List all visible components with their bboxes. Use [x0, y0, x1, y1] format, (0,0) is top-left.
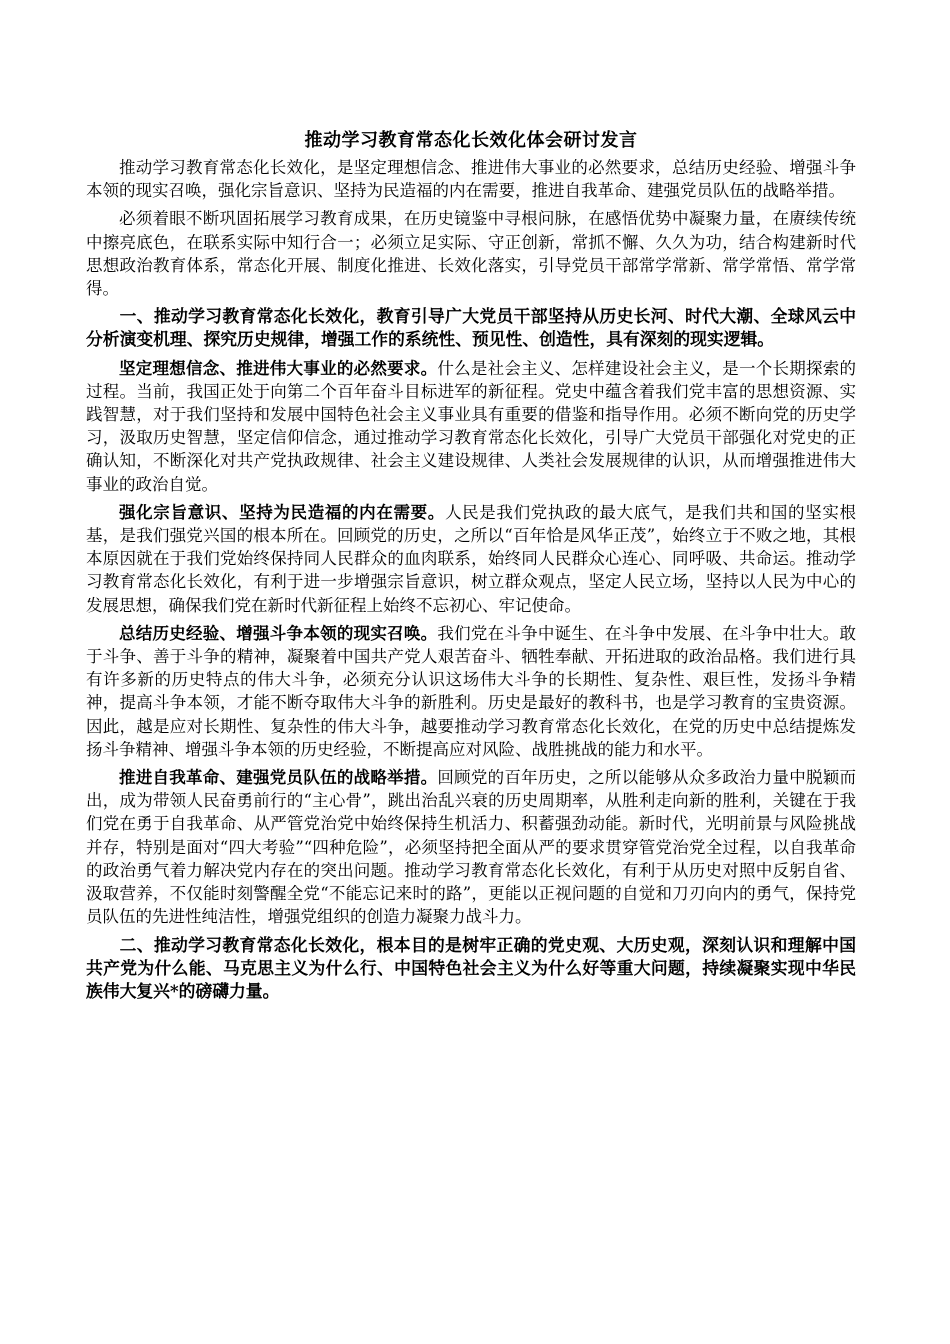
paragraph-self-revolution [86, 766, 856, 928]
paragraph-text: 我们党在斗争中诞生、在斗争中发展、在斗争中壮大。敢于斗争、善于斗争的精神，凝聚着中国共产党人艰苦奋斗、牺牲奉献、开拓进取的政治品格。我们进行具有许多新的历史特点的伟大斗争，必须充分认识这场伟大斗争的长期性、复杂性、艰巨性，发扬斗争精神，提高斗争本领，才能不断夺取伟大斗争的新胜利。历史是最好的教科书，也是学习教育的宝贵资源。因此，越是应对长期性、复杂性的伟大斗争，越要推动学习教育常态化长效化，在党的历史中总结提炼发扬斗争精神、增强斗争本领的历史经验，不断提高应对风险、战胜挑战的能力和水平。 [86, 623, 857, 759]
paragraph-lead: 推进自我革命、建强党员队伍的战略举措。 [119, 768, 438, 788]
document-title: 推动学习教育常态化长效化体会研讨发言 [304, 130, 638, 151]
paragraph-lead: 强化宗旨意识、坚持为民造福的内在需要。 [119, 502, 445, 522]
paragraph-lead: 坚定理想信念、推进伟大事业的必然要求。 [119, 358, 438, 378]
paragraph-text: 什么是社会主义、怎样建设社会主义，是一个长期探索的过程。当前，我国正处于向第二个百年奋斗目标进军的新征程。党史中蕴含着我们党丰富的思想资源、实践智慧，对于我们坚持和发展中国特色社会主义事业具有重要的借鉴和指导作用。必须不断向党的历史学习，汲取历史智慧，坚定信仰信念，通过推动学习教育常态化长效化，引导广大党员干部强化对党史的正确认知，不断深化对共产党执政规律、社会主义建设规律、人类社会发展规律的认识，从而增强推进伟大事业的政治自觉。 [86, 358, 857, 494]
paragraph-people [86, 501, 856, 617]
section-heading-2 [86, 934, 856, 1004]
paragraph-text: 回顾党的百年历史，之所以能够从众多政治力量中脱颖而出，成为带领人民奋勇前行的“主心骨”，跳出治乱兴衰的历史周期率，从胜利走向新的胜利，关键在于我们党在勇于自我革命、从严管党治党中始终保持生机活力、积蓄强劲动能。新时代，光明前景与风险挑战并存，特别是面对“四大考验”“四种危险”，必须坚持把全面从严的要求贯穿管党治党全过程，以自我革命的政治勇气着力解决党内存在的突出问题。推动学习教育常态化长效化，有利于从历史对照中反躬自省、汲取营养，不仅能时刻警醒全党“不能忘记来时的路”，更能以正视问题的自觉和刀刃向内的勇气，保持党员队伍的先进性纯洁性，增强党组织的创造力凝聚力战斗力。 [86, 768, 857, 927]
paragraph-text: 人民是我们党执政的最大底气，是我们共和国的坚实根基，是我们强党兴国的根本所在。回顾党的历史，之所以“百年恰是风华正茂”，始终立于不败之地，其根本原因就在于我们党始终保持同人民群众的血肉联系，始终同人民群众心连心、同呼吸、共命运。推动学习教育常态化长效化，有利于进一步增强宗旨意识，树立群众观点，坚定人民立场，坚持以人民为中心的发展思想，确保我们党在新时代新征程上始终不忘初心、牢记使命。 [86, 502, 857, 615]
section-heading-1 [86, 305, 856, 351]
paragraph-text: 推动学习教育常态化长效化，是坚定理想信念、推进伟大事业的必然要求，总结历史经验、增强斗争本领的现实召唤，强化宗旨意识、坚持为民造福的内在需要，推进自我革命、建强党员队伍的战略举措。 [86, 158, 856, 201]
document-page [86, 128, 856, 1008]
paragraph-lead: 总结历史经验、增强斗争本领的现实召唤。 [119, 623, 438, 643]
paragraph-ideals [86, 357, 856, 496]
paragraph-text: 必须着眼不断巩固拓展学习教育成果，在历史镜鉴中寻根问脉，在感悟优势中凝聚力量，在赓续传统中擦亮底色，在联系实际中知行合一；必须立足实际、守正创新，常抓不懈、久久为功，结合构建新时代思想政治教育体系，常态化开展、制度化推进、长效化落实，引导党员干部常学常新、常学常悟、常学常得。 [86, 209, 856, 299]
paragraph-intro-1 [86, 156, 856, 202]
heading-text: 二、推动学习教育常态化长效化，根本目的是树牢正确的党史观、大历史观，深刻认识和理解中国共产党为什么能、马克思主义为什么行、中国特色社会主义为什么好等重大问题，持续凝聚实现中华民族伟大复兴*的磅礴力量。 [86, 934, 856, 1001]
paragraph-intro-2 [86, 207, 856, 300]
heading-text: 一、推动学习教育常态化长效化，教育引导广大党员干部坚持从历史长河、时代大潮、全球风云中分析演变机理、探究历史规律，增强工作的系统性、预见性、创造性，具有深刻的现实逻辑。 [86, 306, 856, 350]
paragraph-struggle [86, 622, 856, 761]
